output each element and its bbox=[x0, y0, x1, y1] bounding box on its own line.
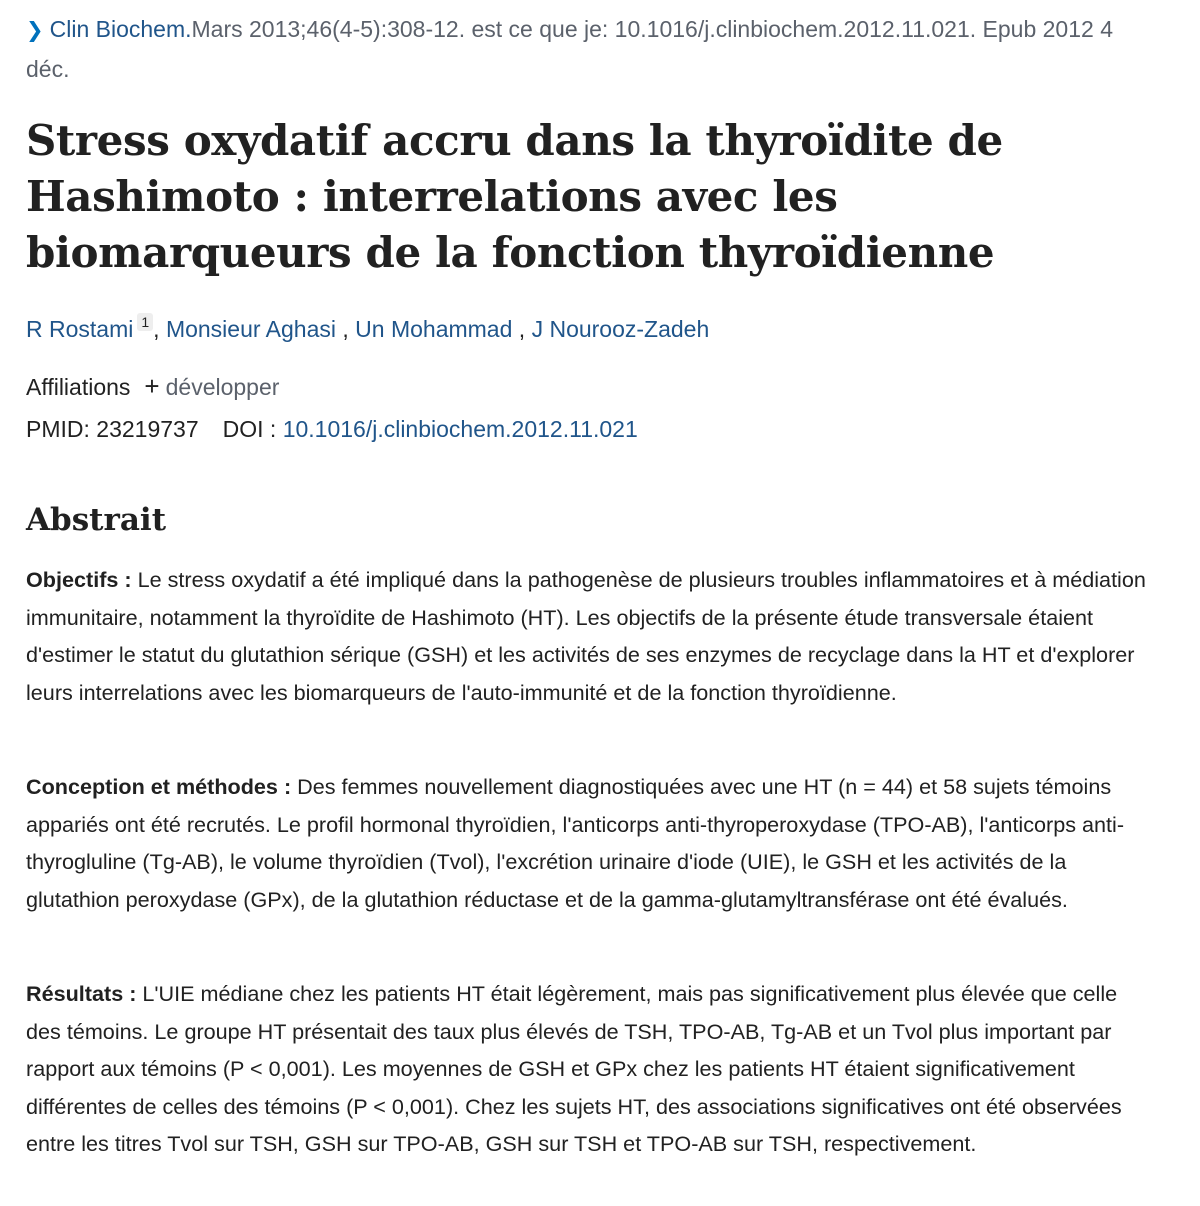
section-text: Des femmes nouvellement diagnostiquées avec une HT (n = 44) et 58 sujets témoins appariés ont été recrutés. Le profil hormonal thyroïdien, l'anticorps anti-thyroperoxydase (TPO-AB), l'anticorps anti-thyrogluline (Tg-AB), le volume thyroïdien (Tvol), l'excrétion urinaire d'iode (UIE), le GSH et les activités de la glutathion peroxydase (GPx), de la glutathion réductase et de la gamma-glutamyltransférase ont été évalués. bbox=[26, 774, 1125, 912]
section-text: L'UIE médiane chez les patients HT était légèrement, mais pas significativement plus élevée que celle des témoins. Le groupe HT présentait des taux plus élevés de TSH, TPO-AB, Tg-AB et un Tvol plus important par rapport aux témoins (P < 0,001). Les moyennes de GSH et GPx chez les patients HT étaient significativement différentes de celles des témoins (P < 0,001). Chez les sujets HT, des associations significatives ont été observées entre les titres Tvol sur TSH, GSH sur TPO-AB, GSH sur TSH et TPO-AB sur TSH, respectivement. bbox=[26, 981, 1122, 1156]
author-separator: , bbox=[335, 316, 356, 342]
journal-link[interactable]: Clin Biochem. bbox=[49, 16, 192, 42]
author-separator: , bbox=[512, 316, 532, 342]
author-link[interactable]: J Nourooz-Zadeh bbox=[531, 316, 710, 342]
citation-details: Mars 2013;46(4-5):308-12. est ce que je: 10.1016/j.clinbiochem.2012.11.021. Epub 2012 4 déc. bbox=[26, 16, 1113, 82]
identifiers-row bbox=[26, 410, 638, 448]
author-separator: , bbox=[153, 316, 166, 342]
author-link[interactable]: Un Mohammad bbox=[355, 316, 513, 342]
doi-label: DOI : bbox=[222, 416, 277, 442]
author-link[interactable]: R Rostami bbox=[26, 316, 134, 342]
expand-affiliations-button[interactable]: développer bbox=[165, 374, 280, 400]
chevron-right-icon[interactable]: ❯ bbox=[26, 19, 44, 42]
affiliations-row bbox=[26, 368, 279, 405]
affiliations-label: Affiliations bbox=[26, 374, 131, 400]
section-text: Le stress oxydatif a été impliqué dans la pathogenèse de plusieurs troubles inflammatoires et à médiation immunitaire, notamment la thyroïdite de Hashimoto (HT). Les objectifs de la présente étude transversale étaient d'estimer le statut du glutathion sérique (GSH) et les activités de ses enzymes de recyclage dans la HT et d'explorer leurs interrelations avec les biomarqueurs de l'auto-immunité et de la fonction thyroïdienne. bbox=[26, 567, 1146, 705]
pmid: PMID: 23219737 bbox=[26, 416, 199, 442]
abstract-section-results bbox=[26, 975, 1151, 1163]
doi-link[interactable]: 10.1016/j.clinbiochem.2012.11.021 bbox=[282, 416, 638, 442]
section-label: Conception et méthodes : bbox=[26, 774, 292, 799]
article-title: Stress oxydatif accru dans la thyroïdite de Hashimoto : interrelations avec les biomarqueurs de la fonction thyroïdienne bbox=[26, 116, 1003, 277]
abstract-section-objectives bbox=[26, 561, 1151, 711]
author-link[interactable]: Monsieur Aghasi bbox=[165, 316, 336, 342]
abstract-section-methods bbox=[26, 768, 1151, 918]
author-list bbox=[26, 311, 709, 347]
section-label: Résultats : bbox=[26, 981, 137, 1006]
affiliation-number[interactable]: 1 bbox=[137, 313, 153, 331]
section-label: Objectifs : bbox=[26, 567, 132, 592]
citation-line bbox=[26, 10, 1146, 88]
abstract-heading: Abstrait bbox=[26, 502, 167, 538]
plus-icon[interactable]: + bbox=[144, 371, 160, 401]
